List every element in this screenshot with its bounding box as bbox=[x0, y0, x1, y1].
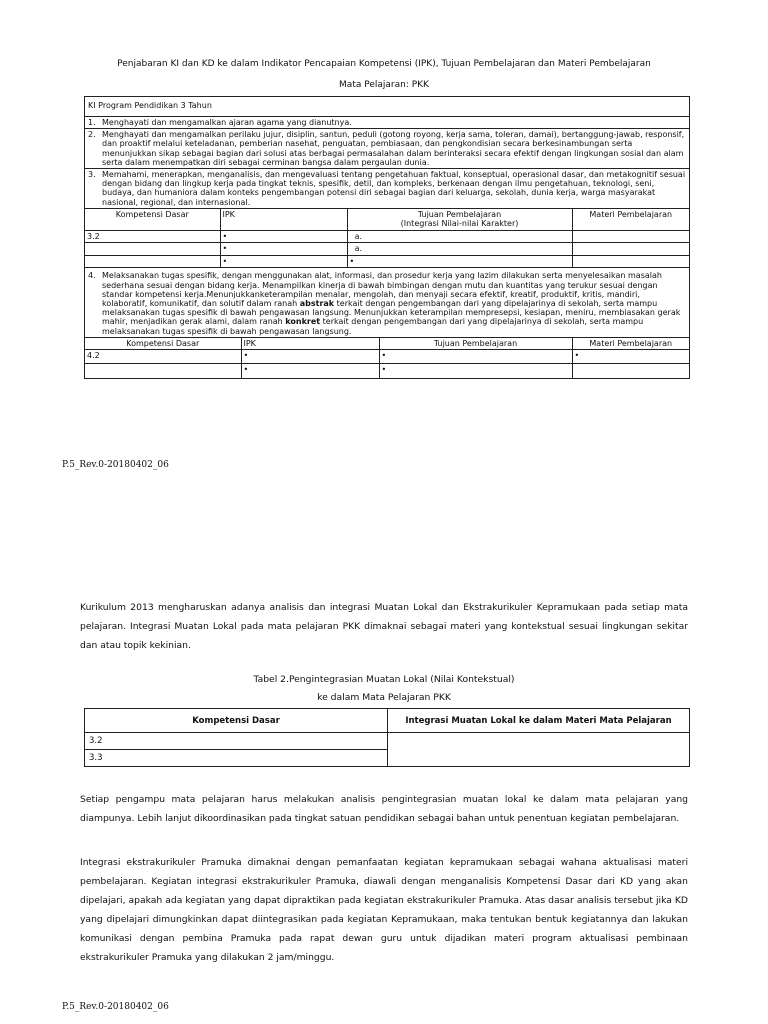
kd3-cell-kd bbox=[85, 255, 220, 267]
kd3-header-kd: Kompetensi Dasar bbox=[85, 208, 220, 230]
kd3-cell-ipk: • bbox=[220, 230, 347, 243]
document-title: Penjabaran KI dan KD ke dalam Indikator Pencapaian Kompetensi (IPK), Tujuan Pembelajaran dan Materi Pembelajaran bbox=[117, 59, 651, 69]
ki-4-row bbox=[85, 268, 689, 336]
table2-header-kd: Kompetensi Dasar bbox=[85, 709, 388, 733]
kd4-cell-ipk: • bbox=[241, 364, 379, 378]
kd3-header-materi: Materi Pembelajaran bbox=[572, 208, 689, 230]
kd4-cell-ipk: • bbox=[241, 350, 379, 364]
table-row bbox=[85, 243, 689, 256]
ki-4-text-part: terkait dengan pengembangan dari yang dipelajarinya di sekolah, serta mampu melaksanakan tugas spesifik di bawah pengawasan langsung. bbox=[102, 317, 644, 336]
ki-3-number: 3. bbox=[88, 170, 96, 180]
kd4-header-materi: Materi Pembelajaran bbox=[572, 337, 689, 350]
kd4-cell-tujuan: • bbox=[379, 350, 572, 364]
kd3-cell-ipk: • bbox=[220, 243, 347, 256]
table2-cell-kd: 3.3 bbox=[85, 750, 388, 767]
ki-program-row bbox=[85, 97, 689, 117]
kd3-cell-materi bbox=[572, 243, 689, 256]
kd3-cell-ipk: • bbox=[220, 255, 347, 267]
ki-4-text-bold: konkret bbox=[285, 317, 321, 327]
page-footer-code: P.5_Rev.0-20180402_06 bbox=[62, 1002, 169, 1012]
page-footer-code: P.5_Rev.0-20180402_06 bbox=[62, 460, 169, 470]
ki-4-block bbox=[85, 268, 689, 377]
table-row bbox=[85, 350, 689, 364]
table2-caption-line1: Tabel 2.Pengintegrasian Muatan Lokal (Nilai Kontekstual) bbox=[253, 674, 515, 685]
ki-2-text: Menghayati dan mengamalkan perilaku jujur, disiplin, santun, peduli (gotong royong, kerja sama, toleran, damai), bertanggung-jawab, responsif, dan proaktif melalui keteladanan, pemberian nasehat, penguatan, pembiasaan, dan pengkondisian secara berkesinambungan serta menunjukkan sikap sebagai bagian dari solusi atas berbagai permasalahan dalam berinteraksi secara efektif dengan lingkungan sosial dan alam serta dalam menempatkan diri sebagai cerminan bangsa dalam pergaulan dunia. bbox=[102, 130, 685, 167]
ki-2-row bbox=[85, 129, 689, 169]
table-row bbox=[85, 364, 689, 378]
table-row bbox=[85, 255, 689, 267]
ki-4-text-bold: abstrak bbox=[299, 298, 335, 308]
ki-3-row bbox=[85, 169, 689, 208]
ki-4-text-part: terkait dengan pengembangan dari yang dipelajarinya di sekolah, serta mampu melaksanakan tugas spesifik di bawah pengawasan langsung. Menunjukkan keterampilan mempresepsi, kesiapan, meniru, membiasakan gerak mahir, menjadikan gerak alami, dalam ranah bbox=[102, 298, 681, 327]
kd4-cell-tujuan: • bbox=[379, 364, 572, 378]
kd3-table bbox=[85, 208, 689, 268]
kd4-header-ipk: IPK bbox=[241, 337, 379, 350]
ki-1-text: Menghayati dan mengamalkan ajaran agama yang dianutnya. bbox=[102, 118, 352, 127]
kd4-cell-kd: 4.2 bbox=[85, 350, 241, 364]
paragraph-muatan-lokal: Kurikulum 2013 mengharuskan adanya analisis dan integrasi Muatan Lokal dan Ekstrakurikuler Kepramukaan pada setiap mata pelajaran. Integrasi Muatan Lokal pada mata pelajaran PKK dimaknai sebagai materi yang kontekstual sesuai lingkungan sekitar dan atau topik kekinian. bbox=[80, 602, 688, 651]
kd3-cell-tujuan bbox=[347, 255, 572, 267]
kd3-header-row bbox=[85, 208, 689, 230]
ki-1-row bbox=[85, 117, 689, 129]
ki-1-number: 1. bbox=[88, 118, 96, 127]
kd3-cell-materi bbox=[572, 230, 689, 243]
kd3-tujuan-marker: • bbox=[349, 256, 355, 266]
kd3-header-tujuan-main: Tujuan Pembelajaran bbox=[417, 209, 502, 219]
ki-3-text: Memahami, menerapkan, menganalisis, dan mengevaluasi tentang pengetahuan faktual, konseptual, operasional dasar, dan metakognitif sesuai dengan bidang dan lingkup kerja pada tingkat teknis, spesifik, detil, dan kompleks, berkenaan dengan ilmu pengetahuan, teknologi, seni, budaya, dan humaniora dalam konteks pengembangan potensi diri sebagai bagian dari keluarga, sekolah, dunia kerja, warga masyarakat nasional, regional, dan internasional. bbox=[102, 170, 686, 207]
kd3-cell-tujuan bbox=[347, 230, 572, 243]
kd3-cell-kd: 3.2 bbox=[85, 230, 220, 243]
ki-4-number: 4. bbox=[88, 271, 96, 281]
table2-caption-line2: ke dalam Mata Pelajaran PKK bbox=[317, 692, 451, 703]
ki-3-block bbox=[85, 169, 689, 268]
ki-kd-table bbox=[84, 96, 690, 379]
kd3-tujuan-marker: a. bbox=[354, 231, 363, 241]
kd3-header-ipk: IPK bbox=[220, 208, 347, 230]
kd4-cell-kd bbox=[85, 364, 241, 378]
ki-program-label: KI Program Pendidikan 3 Tahun bbox=[88, 101, 212, 110]
kd3-header-tujuan bbox=[347, 208, 572, 230]
kd3-cell-tujuan bbox=[347, 243, 572, 256]
kd3-cell-kd bbox=[85, 243, 220, 256]
paragraph-pramuka: Integrasi ekstrakurikuler Pramuka dimaknai dengan pemanfaatan kegiatan kepramukaan sebagai wahana aktualisasi materi pembelajaran. Kegiatan integrasi ekstrakurikuler Pramuka, diawali dengan menganalisis Kompetensi Dasar dari KD yang akan dipelajari, apakah ada kegiatan yang dapat dipraktikan pada kegiatan ekstrakurikuler Pramuka. Atas dasar analisis tersebut jika KD yang dipelajari dimungkinkan dapat diintegrasikan pada kegiatan Kepramukaan, maka tentukan bentuk kegiatannya dan lakukan komunikasi dengan pembina Pramuka pada rapat dewan guru untuk dijadikan materi program aktualisasi pembinaan ekstrakurikuler Pramuka yang dilakukan 2 jam/minggu. bbox=[80, 857, 688, 963]
kd4-header-tujuan: Tujuan Pembelajaran bbox=[379, 337, 572, 350]
kd4-cell-materi: • bbox=[572, 350, 689, 364]
kd4-header-row bbox=[85, 337, 689, 350]
table2-cell-integrasi bbox=[388, 733, 690, 767]
ki-2-number: 2. bbox=[88, 130, 96, 140]
ki-4-text-part: Melaksanakan tugas spesifik, dengan menggunakan alat, informasi, dan prosedur kerja yang lazim dilakukan serta menyelesaikan masalah sederhana sesuai dengan bidang kerja. Menampilkan kinerja di bawah bimbingan dengan mutu dan kuantitas yang terukur sesuai dengan standar kompetensi kerja.Menunjukkanketerampilan menalar, mengolah, dan menyaji secara efektif, kreatif, produktif, kritis, mandiri, kolaboratif, komunikatif, dan solutif dalam ranah bbox=[102, 271, 662, 308]
kd3-header-tujuan-sub: (Integrasi Nilai-nilai Karakter) bbox=[400, 219, 519, 229]
paragraph-analisis: Setiap pengampu mata pelajaran harus melakukan analisis pengintegrasian muatan lokal ke dalam mata pelajaran yang diampunya. Lebih lanjut dikoordinasikan pada tingkat satuan pendidikan sebagai bahan untuk penentuan kegiatan pembelajaran. bbox=[80, 794, 688, 824]
table-row bbox=[85, 733, 690, 750]
kd4-table bbox=[85, 337, 689, 378]
table2-cell-kd: 3.2 bbox=[85, 733, 388, 750]
table2-header-row bbox=[85, 709, 690, 733]
subject-label: Mata Pelajaran: PKK bbox=[339, 80, 429, 90]
kd4-cell-materi bbox=[572, 364, 689, 378]
ki-4-text bbox=[102, 271, 686, 335]
kd4-header-kd: Kompetensi Dasar bbox=[85, 337, 241, 350]
table2-header-integrasi: Integrasi Muatan Lokal ke dalam Materi Mata Pelajaran bbox=[388, 709, 690, 733]
table-row bbox=[85, 230, 689, 243]
kd3-cell-materi bbox=[572, 255, 689, 267]
kd3-tujuan-marker: a. bbox=[354, 244, 363, 254]
table2 bbox=[84, 708, 690, 767]
